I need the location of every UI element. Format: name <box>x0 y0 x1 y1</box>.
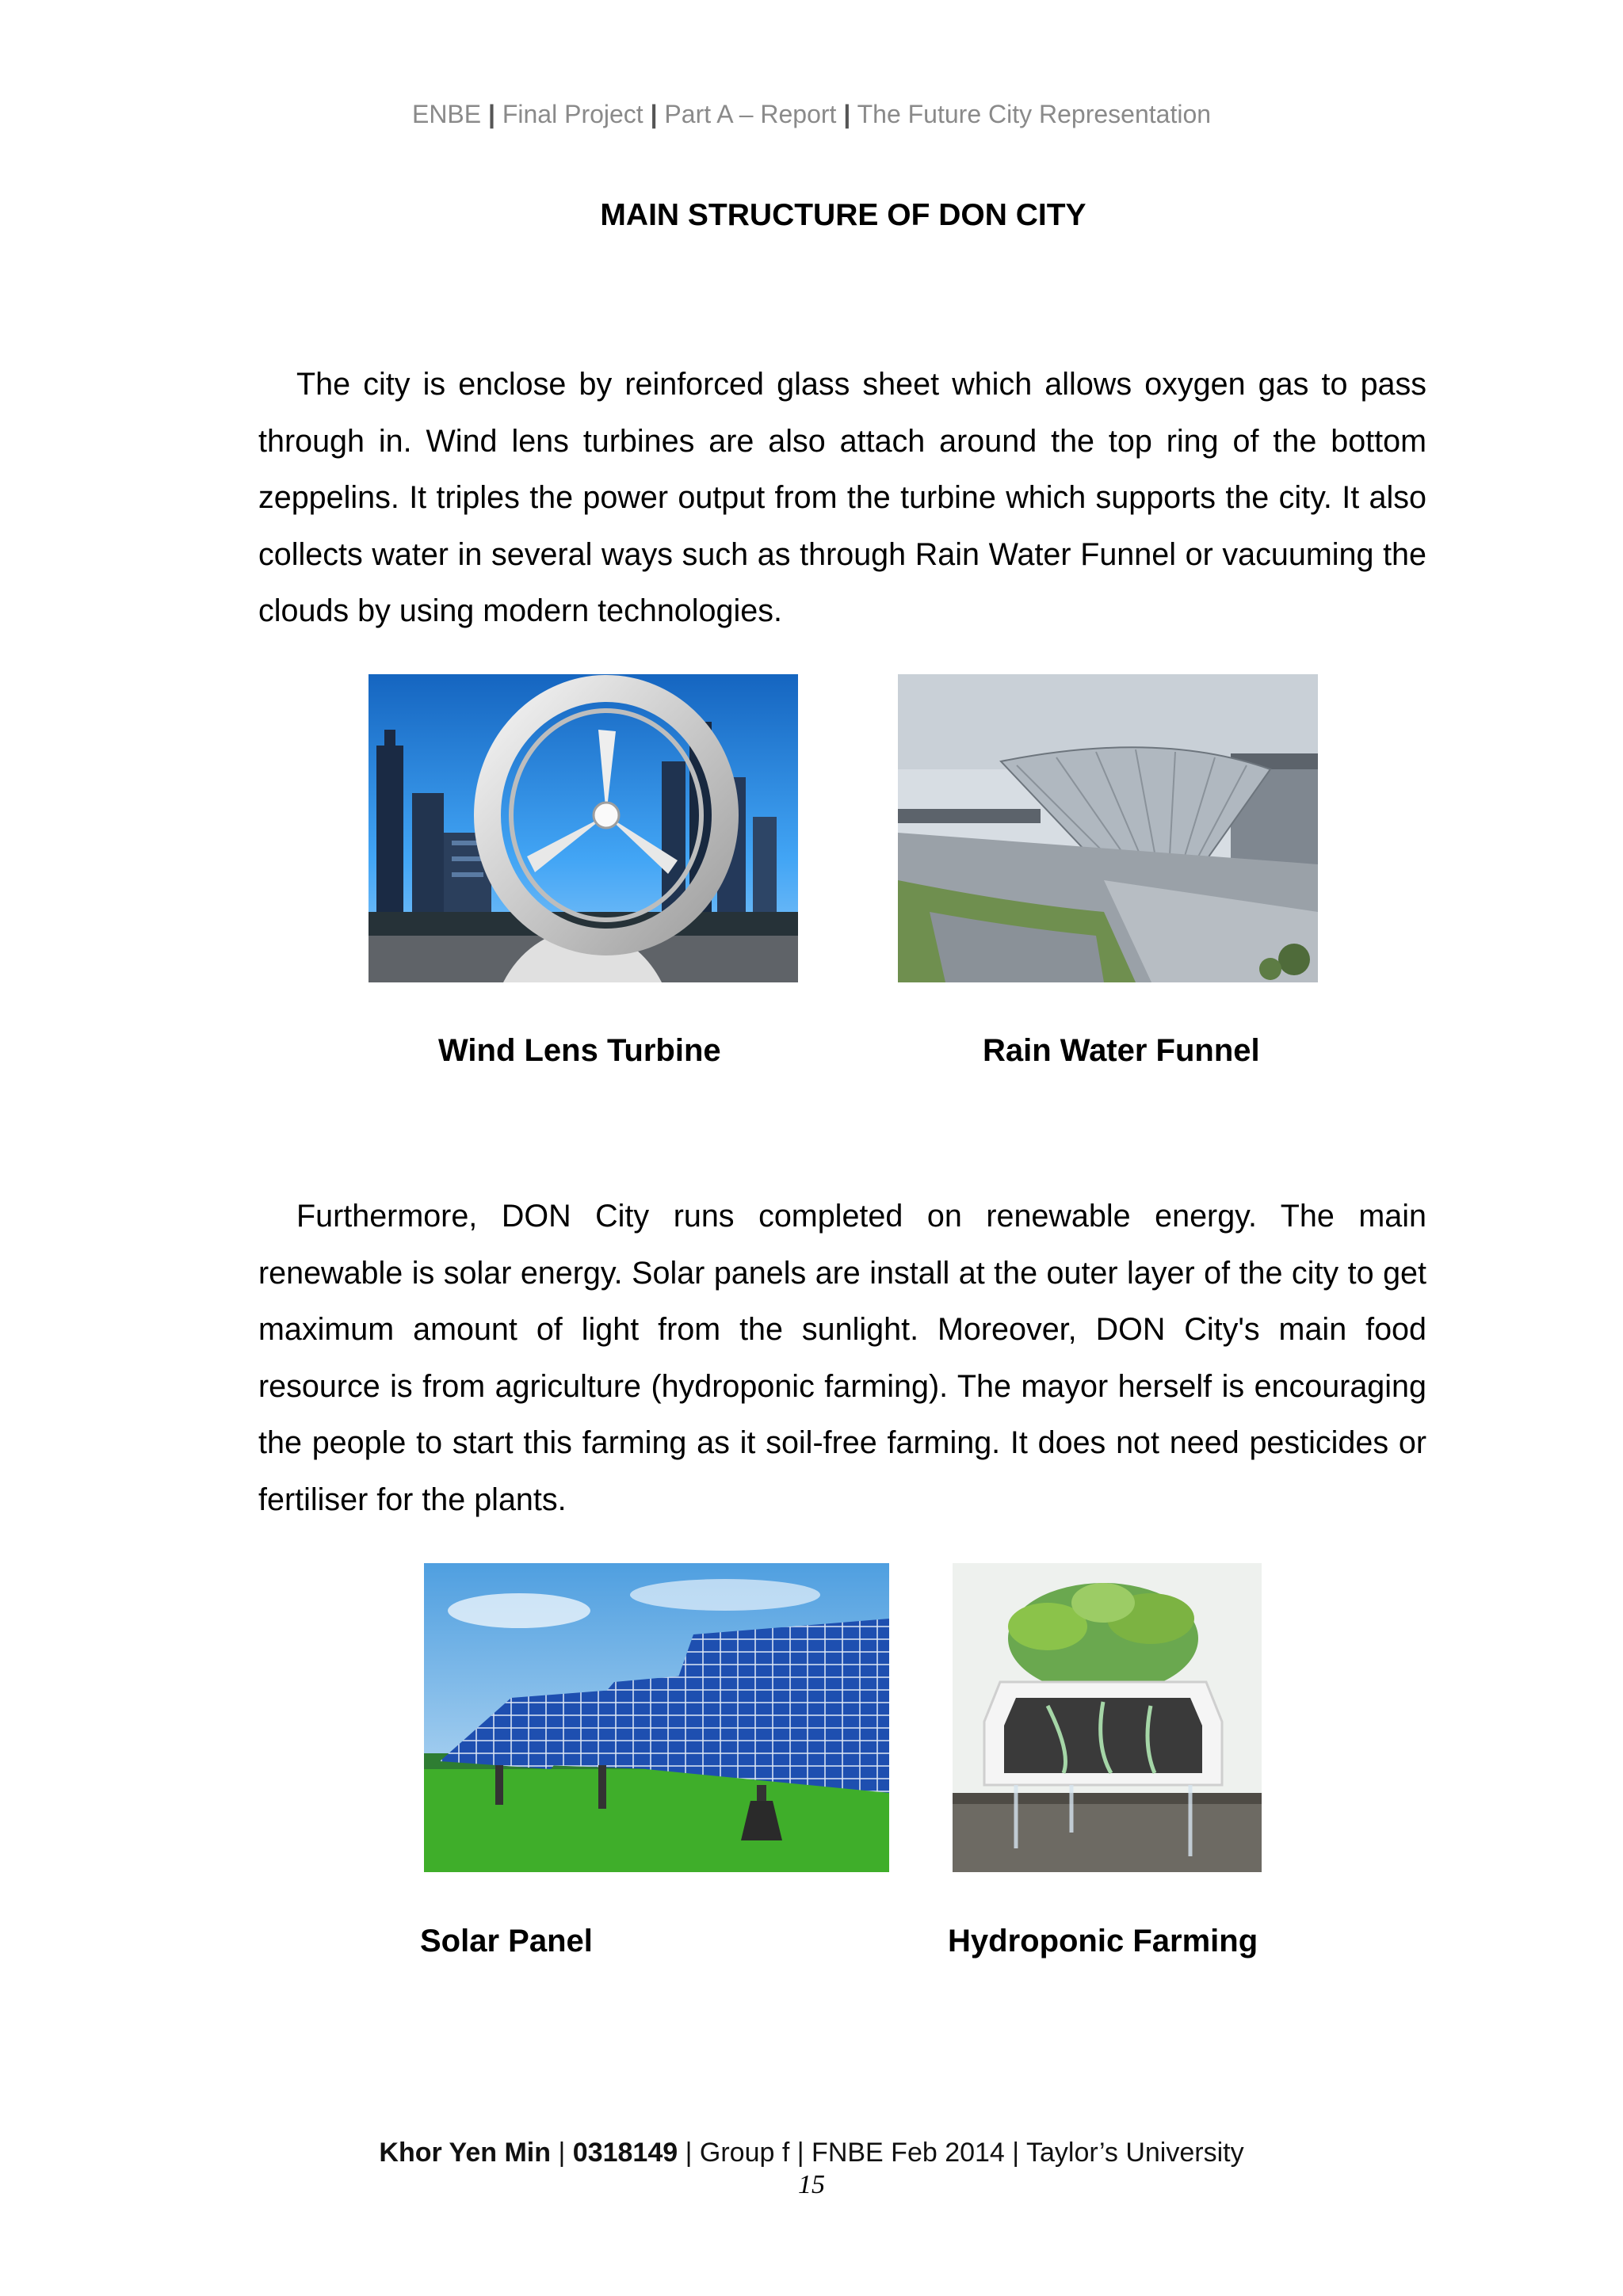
footer-program: FNBE Feb 2014 <box>812 2138 1005 2168</box>
footer-author: Khor Yen Min <box>379 2138 552 2168</box>
caption-solar-panel: Solar Panel <box>420 1924 593 1958</box>
header-course: ENBE <box>411 100 482 128</box>
page-title: MAIN STRUCTURE OF DON CITY <box>600 198 1086 232</box>
caption-wind-lens-turbine: Wind Lens Turbine <box>438 1033 721 1068</box>
page-footer <box>0 2136 1623 2169</box>
header-part: Part A – Report <box>664 100 837 128</box>
footer-student-id: 0318149 <box>572 2138 678 2168</box>
footer-university: Taylor’s University <box>1025 2138 1244 2168</box>
page-header <box>0 98 1623 130</box>
caption-hydroponic-farming: Hydroponic Farming <box>948 1924 1258 1958</box>
header-topic: The Future City Representation <box>857 100 1212 128</box>
footer-group: Group f <box>699 2138 790 2168</box>
rain-water-funnel-image <box>898 674 1318 982</box>
footer-separator: | <box>796 2138 804 2168</box>
footer-separator: | <box>558 2138 566 2168</box>
header-separator: | <box>488 100 495 128</box>
header-separator: | <box>650 100 658 128</box>
caption-rain-water-funnel: Rain Water Funnel <box>983 1033 1260 1068</box>
body-paragraph-energy: Furthermore, DON City runs completed on renewable energy. The main renewable is solar energy. Solar panels are install at the outer layer of the city to get maximum amount of light from the sunlight. Moreover, DON City's main food resource is from agriculture (hydroponic farming). The mayor herself is encouraging the people to start this farming as it soil-free farming. It does not need pesticides or fertiliser for the plants. <box>258 1199 1426 1517</box>
hydroponic-farming-image <box>953 1563 1262 1872</box>
footer-separator: | <box>1012 2138 1020 2168</box>
solar-panel-image <box>424 1563 889 1872</box>
body-paragraph-structure: The city is enclose by reinforced glass sheet which allows oxygen gas to pass through in. Wind lens turbines are also attach around the top ring of the bottom zeppelins. It triples the power output from the turbine which supports the city. It also collects water in several ways such as through Rain Water Funnel or vacuuming the clouds by using modern technologies. <box>258 367 1426 628</box>
page-number: 15 <box>798 2170 825 2199</box>
header-separator: | <box>843 100 851 128</box>
wind-lens-turbine-image <box>369 674 798 982</box>
header-project: Final Project <box>502 100 643 128</box>
footer-separator: | <box>685 2138 693 2168</box>
